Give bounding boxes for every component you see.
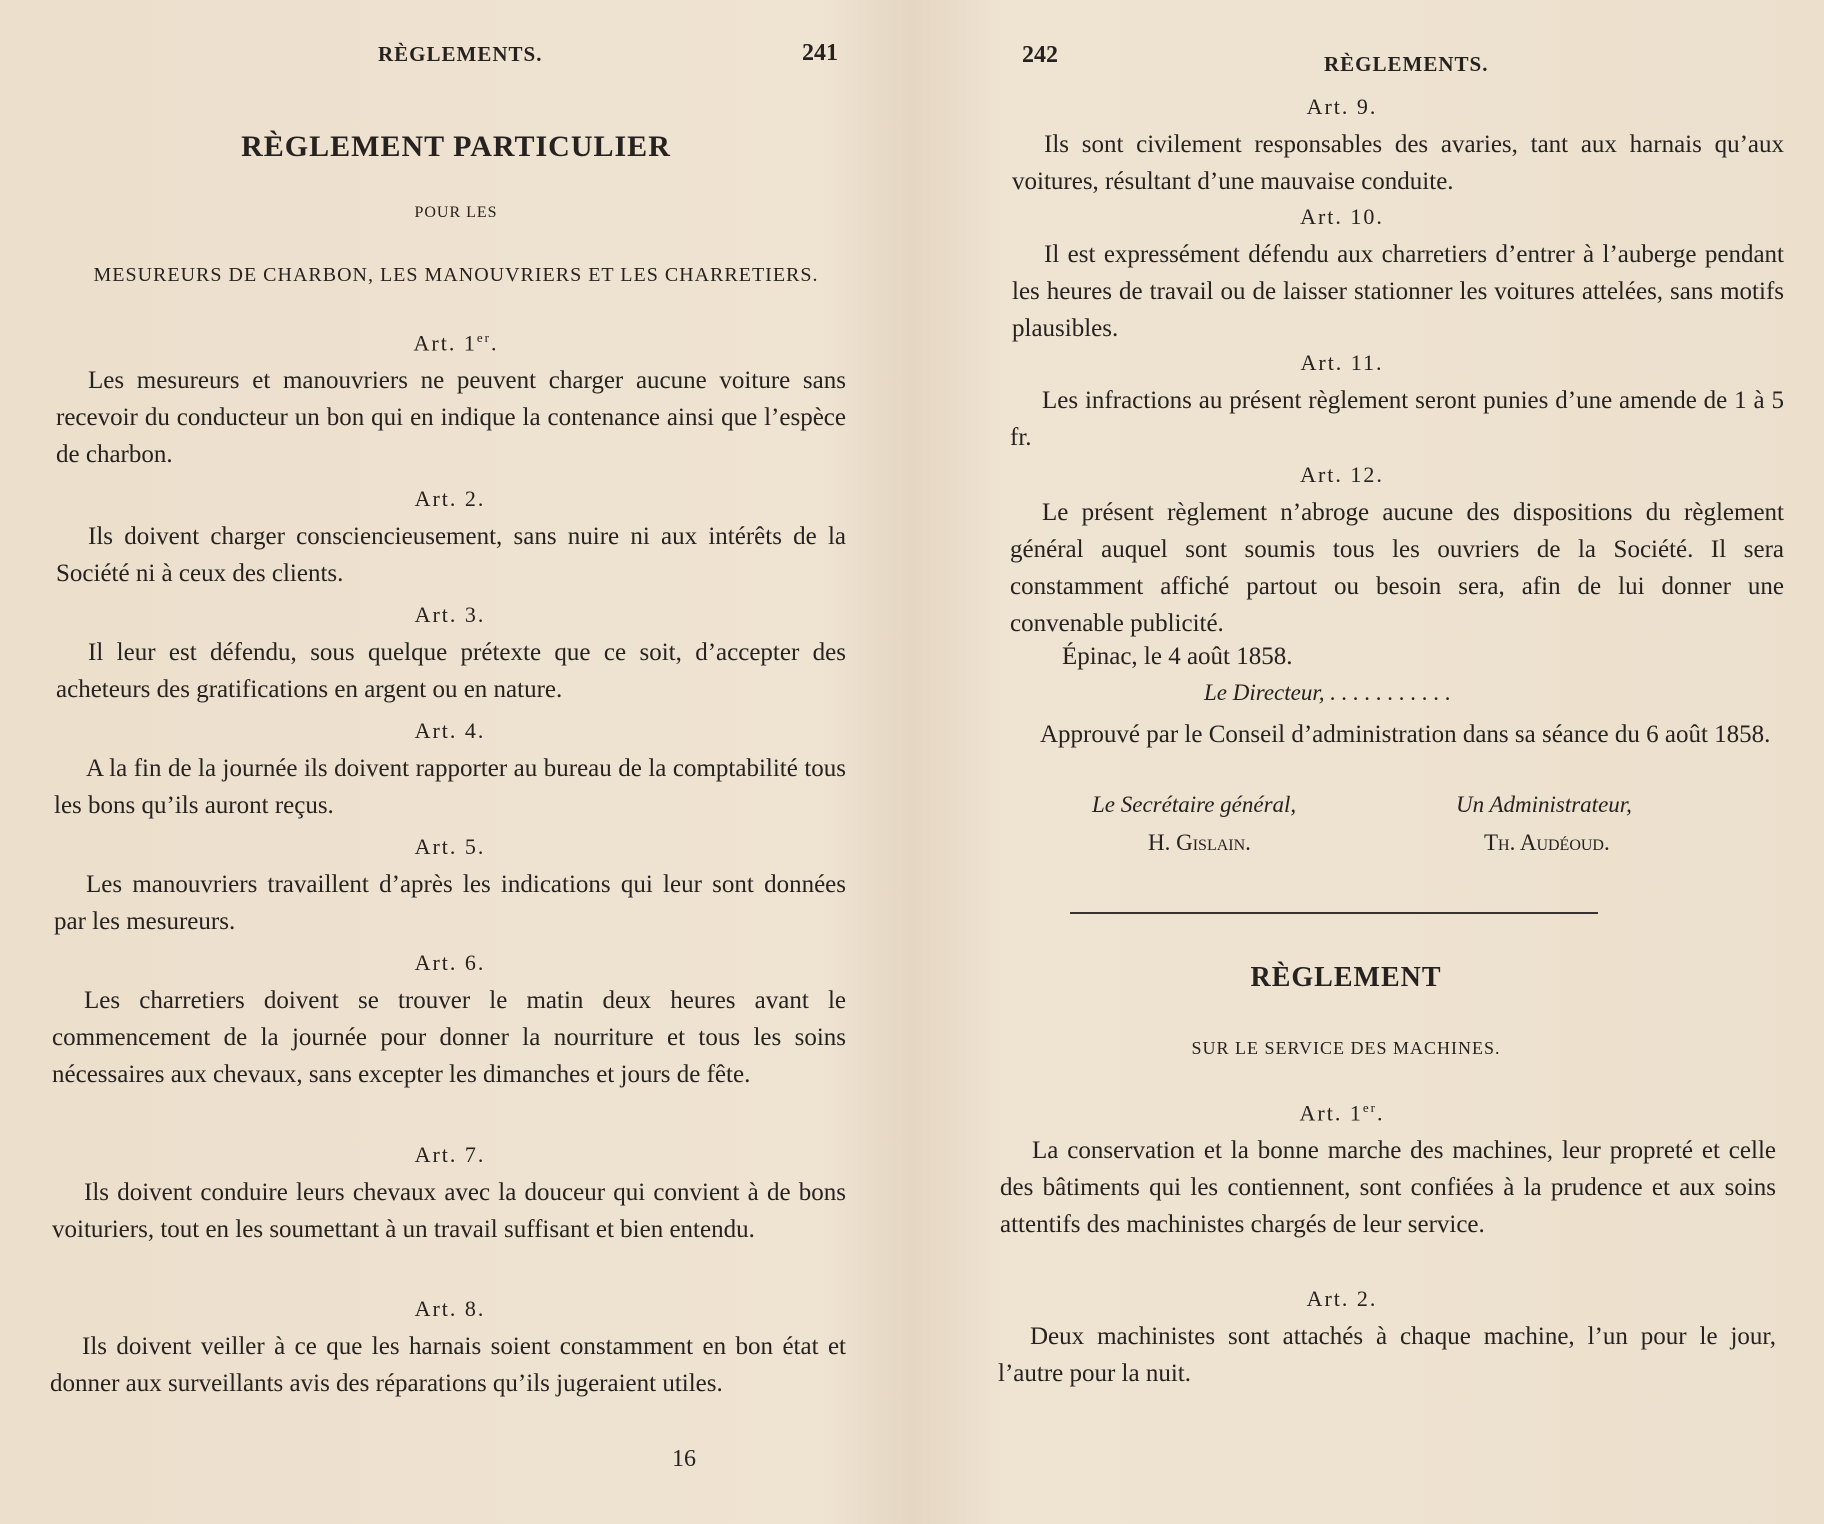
article-text: Ils doivent veiller à ce que les harnais soient constamment en bon état et donner aux surveillants avis des réparations qu’ils jugeraient utiles. xyxy=(50,1333,846,1397)
article-text: Ils doivent charger consciencieusement, sans nuire ni aux intérêts de la Société ni à ceux des clients. xyxy=(56,523,846,587)
article-text: A la fin de la journée ils doivent rapporter au bureau de la comptabilité tous les bons qu’ils auront reçus. xyxy=(54,755,846,819)
article-text: Deux machinistes sont attachés à chaque machine, l’un pour le jour, l’autre pour la nuit. xyxy=(998,1323,1776,1387)
article-label: Art. 8. xyxy=(414,1296,486,1321)
section-divider xyxy=(1070,912,1598,914)
approval-text: Approuvé par le Conseil d’administration dans sa séance du 6 août 1858. xyxy=(1040,721,1771,748)
article-label: Art. 2. xyxy=(1306,1286,1378,1311)
article-text: Ils doivent conduire leurs chevaux avec la douceur qui convient à de bons voituriers, tout en les soumettant à un travail suffisant et bien entendu. xyxy=(52,1179,846,1243)
right-page xyxy=(912,0,1824,1524)
admin-title: Un Administrateur, xyxy=(1456,792,1632,817)
page-number: 241 xyxy=(802,40,838,66)
article-label: Art. 1er. xyxy=(413,330,499,356)
page-number: 242 xyxy=(1022,42,1058,68)
article-label: Art. 7. xyxy=(414,1142,486,1167)
running-head: RÈGLEMENTS. xyxy=(1324,52,1489,76)
section-title: RÈGLEMENT PARTICULIER xyxy=(241,130,671,163)
article-text: Les mesureurs et manouvriers ne peuvent charger aucune voiture sans recevoir du conducteur un bon qui en indique la contenance ainsi que l’espèce de charbon. xyxy=(56,367,846,468)
subtitle: SUR LE SERVICE DES MACHINES. xyxy=(1191,1038,1501,1058)
article-text: Il leur est défendu, sous quelque prétexte que ce soit, d’accepter des acheteurs des gratifications en argent ou en nature. xyxy=(56,639,846,703)
article-label: Art. 10. xyxy=(1300,204,1384,229)
article-label: Art. 12. xyxy=(1300,462,1384,487)
article-label: Art. 3. xyxy=(414,602,486,627)
article-text: Le présent règlement n’abroge aucune des dispositions du règlement général auquel sont soumis tous les ouvriers de la Société. Il sera constamment affiché partout ou besoin sera, afin de lui donner une convenable publicité. xyxy=(1010,499,1784,637)
signature-mark: 16 xyxy=(672,1446,696,1472)
article-label: Art. 4. xyxy=(414,718,486,743)
article-text: Il est expressément défendu aux charretiers d’entrer à l’auberge pendant les heures de travail ou de laisser stationner les voitures attelées, sans motifs plausibles. xyxy=(1012,241,1784,342)
article-text: La conservation et la bonne marche des machines, leur propreté et celle des bâtiments qui les contiennent, sont confiées à la prudence et aux soins attentifs des machinistes chargés de leur service. xyxy=(1000,1137,1776,1238)
directeur-line: Le Directeur, . . . . . . . . . . . xyxy=(1204,680,1452,705)
article-label: Art. 11. xyxy=(1300,350,1384,375)
running-head: RÈGLEMENTS. xyxy=(378,42,543,66)
section-title: RÈGLEMENT xyxy=(1250,962,1442,993)
article-text: Ils sont civilement responsables des avaries, tant aux harnais qu’aux voitures, résultant d’une mauvaise conduite. xyxy=(1012,131,1784,195)
article-text: Les charretiers doivent se trouver le matin deux heures avant le commencement de la journée pour donner la nourriture et tous les soins nécessaires aux chevaux, sans excepter les dimanches et jours de fête. xyxy=(52,987,846,1088)
subtitle: MESUREURS DE CHARBON, LES MANOUVRIERS ET LES CHARRETIERS. xyxy=(93,264,819,286)
admin-name: Th. Audéoud. xyxy=(1484,830,1610,855)
article-label: Art. 1er. xyxy=(1299,1100,1385,1126)
article-label: Art. 2. xyxy=(414,486,486,511)
article-label: Art. 5. xyxy=(414,834,486,859)
secretaire-title: Le Secrétaire général, xyxy=(1092,792,1297,817)
article-text: Les manouvriers travaillent d’après les indications qui leur sont données par les mesureurs. xyxy=(54,871,846,935)
article-label: Art. 9. xyxy=(1306,94,1378,119)
article-label: Art. 6. xyxy=(414,950,486,975)
article-text: Les infractions au présent règlement seront punies d’une amende de 1 à 5 fr. xyxy=(1010,387,1784,451)
date-line: Épinac, le 4 août 1858. xyxy=(1062,643,1293,670)
secretaire-name: H. Gislain. xyxy=(1148,830,1251,855)
subtitle-pour: POUR LES xyxy=(414,204,498,221)
